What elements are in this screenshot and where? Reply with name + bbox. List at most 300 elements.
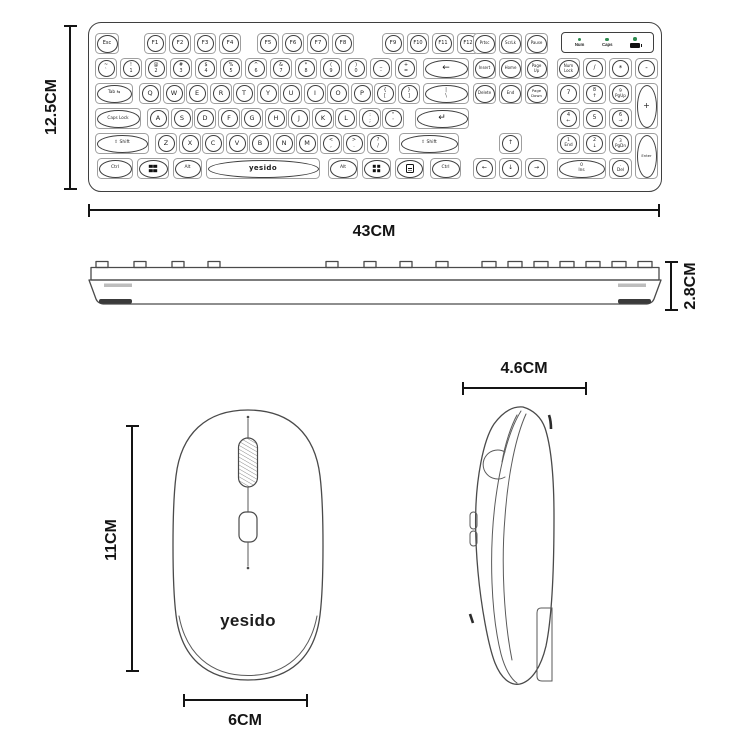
key-period (343, 133, 365, 154)
key-label: \ (445, 93, 447, 99)
key-a (147, 108, 169, 129)
key-scrlk (499, 33, 522, 54)
key-label: G (249, 113, 255, 122)
keyboard-width-dimension-line (88, 209, 660, 211)
keycap-o (330, 85, 347, 102)
keycap-i (307, 85, 324, 102)
key-label: ~ (103, 63, 109, 69)
key-label: Up (533, 67, 540, 73)
key-prtsc (473, 33, 496, 54)
key-label: Alt (184, 165, 191, 171)
key-label: Page (531, 63, 542, 69)
key-e (186, 83, 208, 104)
key-m (296, 133, 318, 154)
key-num-3 (170, 58, 192, 79)
keycap-num-9 (323, 60, 340, 77)
key-label: Y (266, 88, 270, 97)
key-label: F1 (151, 39, 159, 46)
key-label: F (227, 113, 231, 122)
battery-icon (630, 43, 640, 48)
key-label: . (353, 143, 355, 149)
key-label: @ (153, 63, 159, 69)
key-label: L (344, 113, 348, 122)
keycap-shift-right (401, 135, 458, 153)
key-space (206, 158, 320, 179)
keycap-np-4 (560, 110, 577, 127)
mouse-length-dimension-line (131, 425, 133, 672)
key-label: U (288, 88, 294, 97)
key-label: F4 (226, 39, 234, 46)
key-s (171, 108, 193, 129)
key-label: / (593, 64, 596, 72)
keycap-semicolon (362, 110, 379, 127)
key-f (218, 108, 240, 129)
key-g (241, 108, 263, 129)
key-label: P (360, 88, 364, 97)
keycap-z (158, 135, 175, 152)
key-o (327, 83, 349, 104)
keyboard-side-base (89, 280, 661, 304)
key-label: R (218, 88, 224, 97)
key-label: F3 (201, 39, 209, 46)
key-esc (95, 33, 119, 54)
keycap-space (208, 160, 319, 178)
keyboard-foot-right-top (618, 284, 646, 288)
key-label: - (380, 68, 382, 74)
keycap-np-divide (586, 60, 603, 77)
keycap-rbracket (401, 85, 418, 102)
key-label: PgUp (615, 92, 626, 98)
key-capslock (95, 108, 141, 129)
key-lbracket (374, 83, 396, 104)
caps-lock-indicator (602, 38, 613, 48)
key-label: > (351, 138, 357, 144)
key-num-9 (320, 58, 342, 79)
keycap-end (501, 85, 521, 103)
keycap-num-0 (348, 60, 365, 77)
key-label: F6 (289, 39, 297, 46)
key-label: D (202, 113, 208, 122)
key-label: Q (147, 88, 153, 97)
keycap-v (229, 135, 246, 152)
key-label: F10 (413, 39, 423, 46)
key-h (265, 108, 287, 129)
key-label: H (273, 113, 279, 122)
keycap-s (174, 110, 191, 127)
key-label: Tab ⇆ (107, 90, 121, 96)
key-label: Home (504, 65, 517, 71)
key-label: ↑ (507, 139, 514, 147)
keyboard-foot-left-icon (99, 299, 132, 304)
keycap-pagedown (527, 85, 547, 103)
keycap-pause (527, 35, 547, 53)
keycap-f2 (172, 35, 189, 52)
key-pause (525, 33, 548, 54)
key-label: F5 (264, 39, 272, 46)
key-label: Ctrl (110, 165, 119, 171)
key-label: Delete (477, 90, 492, 96)
key-quote (382, 108, 404, 129)
keycap-equals (398, 60, 415, 77)
keycap-np-2 (586, 135, 603, 152)
key-label: ↵ (438, 112, 446, 123)
key-v (226, 133, 248, 154)
keycap-num-5 (223, 60, 240, 77)
key-label: , (330, 143, 332, 149)
keycap-capslock (97, 110, 140, 128)
key-label: F8 (339, 39, 347, 46)
key-label: PgDn (614, 142, 627, 148)
key-label: ` (104, 68, 108, 74)
key-label: ↓ (592, 143, 597, 149)
mouse-side-seam-2 (503, 414, 526, 660)
key-label: ↓ (507, 164, 514, 172)
indicator-panel (561, 32, 654, 53)
keycap-e (189, 85, 206, 102)
keyboard-height-dimension-line (69, 25, 71, 190)
key-label: { (383, 88, 387, 94)
key-equals (395, 58, 417, 79)
menu-icon (406, 164, 414, 173)
key-label: M (304, 138, 310, 147)
windows-logo-icon (373, 165, 376, 168)
key-label: " (391, 113, 395, 119)
key-f1 (144, 33, 166, 54)
keycap-comma (323, 135, 340, 152)
key-np-9 (609, 83, 632, 104)
keycap-esc (97, 35, 118, 53)
keycap-x (182, 135, 199, 152)
key-label: T (242, 88, 246, 97)
keycap-f1 (147, 35, 164, 52)
key-home (499, 58, 522, 79)
keycap-f6 (285, 35, 302, 52)
key-label: I (314, 88, 316, 97)
key-p (351, 83, 373, 104)
keycap-u (283, 85, 300, 102)
key-label: ⇧ Shift (114, 140, 130, 146)
keycap-arrow-down (502, 160, 519, 177)
key-f6 (282, 33, 304, 54)
key-label: → (533, 164, 540, 172)
key-label: 1 (129, 68, 133, 74)
keycap-quote (385, 110, 402, 127)
key-label: * (618, 63, 623, 72)
key-win-right (362, 158, 391, 179)
key-f11 (432, 33, 454, 54)
key-label: + (643, 100, 650, 110)
key-num-1 (120, 58, 142, 79)
key-np-enter (635, 133, 658, 179)
key-minus (370, 58, 392, 79)
key-c (202, 133, 224, 154)
mouse-brand-logo: yesido (220, 611, 276, 630)
mouse-seam-dot-bottom (247, 567, 250, 570)
keycap-pageup (527, 60, 547, 78)
key-win-left (137, 158, 169, 179)
keycap-f11 (435, 35, 452, 52)
mouse-side-view (460, 402, 560, 688)
key-j (288, 108, 310, 129)
keycap-f5 (260, 35, 277, 52)
key-label: Lock (563, 67, 574, 73)
key-np-0 (557, 158, 606, 179)
keycap-g (244, 110, 261, 127)
keycap-period (346, 135, 363, 152)
keycap-f7 (310, 35, 327, 52)
key-label: Prtsc (479, 40, 490, 46)
keycap-f9 (385, 35, 402, 52)
keycap-numlock (559, 60, 579, 78)
keycap-tab (97, 85, 132, 103)
key-label: 0 (354, 68, 358, 74)
keycap-num-6 (248, 60, 265, 77)
key-label: Down (531, 92, 542, 98)
keycap-n (276, 135, 293, 152)
key-label: C (210, 138, 216, 147)
key-label: ! (130, 63, 132, 69)
caps-led-icon (605, 38, 609, 42)
key-w (163, 83, 185, 104)
keyboard-foot-right-icon (618, 299, 651, 304)
key-label: ⇧ Shift (421, 140, 437, 146)
mouse-side-width-label: 4.6CM (500, 360, 548, 377)
key-label: 4 (204, 68, 208, 74)
key-label: 1 (567, 137, 570, 143)
key-label: Page (531, 88, 542, 94)
key-label: Z (163, 138, 169, 147)
keycap-np-dot (612, 160, 629, 177)
key-comma (320, 133, 342, 154)
key-np-4 (557, 108, 580, 129)
mouse-side-edge-mark (549, 415, 551, 429)
scroll-wheel-icon (239, 438, 258, 487)
key-label: V (234, 138, 240, 147)
key-label: 8 (304, 68, 308, 74)
keycap-arrow-right (528, 160, 545, 177)
keycap-np-7 (560, 85, 577, 102)
key-label: Esc (102, 39, 112, 46)
key-label: ← (442, 62, 450, 73)
key-alt-right (328, 158, 358, 179)
keycap-prtsc (475, 35, 495, 53)
key-label: S (179, 113, 185, 122)
keycap-alt-left (175, 160, 201, 178)
key-l (335, 108, 357, 129)
mouse-length-label: 11CM (103, 519, 120, 561)
key-label: . (619, 162, 622, 168)
key-label: } (407, 88, 411, 94)
key-t (233, 83, 255, 104)
keyboard-thickness-label: 2.8CM (682, 262, 699, 310)
key-b (249, 133, 271, 154)
key-grave (95, 58, 117, 79)
key-num-8 (295, 58, 317, 79)
key-arrow-up (499, 133, 522, 154)
keyboard-side-keycaps (96, 262, 652, 268)
key-label: 4 (566, 113, 571, 119)
key-np-plus (635, 83, 658, 129)
key-label: 3 (619, 137, 622, 143)
key-arrow-left (473, 158, 496, 179)
keycap-t (236, 85, 253, 102)
keyboard-side-view (86, 258, 664, 313)
keycap-slash (370, 135, 387, 152)
keycap-num-3 (173, 60, 190, 77)
keycap-ctrl-right (432, 160, 460, 178)
key-ctrl-right (430, 158, 461, 179)
key-f4 (219, 33, 241, 54)
keyboard-height-label: 12.5CM (43, 78, 60, 136)
key-label: W (170, 88, 178, 97)
keycap-m (299, 135, 316, 152)
keycap-scrlk (501, 35, 521, 53)
key-f3 (194, 33, 216, 54)
key-label: Pause (530, 40, 543, 46)
caps-indicator-label: Caps (602, 42, 613, 48)
key-arrow-down (499, 158, 522, 179)
keyboard-top-view (88, 22, 662, 192)
key-label: Num (563, 63, 574, 69)
key-label: Ctrl (441, 165, 450, 171)
keyboard-foot-left-top (104, 284, 132, 288)
key-label: E (194, 88, 200, 97)
keycap-lbracket (377, 85, 394, 102)
key-label: → (618, 118, 623, 124)
key-label: F12 (463, 39, 473, 46)
keycap-c (205, 135, 222, 152)
num-lock-indicator (575, 38, 585, 48)
key-label: F2 (176, 39, 184, 46)
key-insert (473, 58, 496, 79)
key-num-2 (145, 58, 167, 79)
key-u (280, 83, 302, 104)
mouse-side-seam-1 (492, 411, 521, 683)
key-label: Caps Lock (107, 115, 129, 121)
key-label: 2 (154, 68, 158, 74)
key-label: + (403, 63, 409, 69)
keycap-np-enter (637, 135, 657, 178)
key-label: 7 (279, 68, 283, 74)
keycap-shift-left (97, 135, 148, 153)
key-label: F7 (314, 39, 322, 46)
key-label: ; (369, 118, 371, 124)
key-label: ) (355, 63, 357, 69)
keycap-f4 (222, 35, 239, 52)
key-label: 5 (592, 114, 597, 122)
keycap-b (252, 135, 269, 152)
keycap-grave (98, 60, 115, 77)
key-label: ] (408, 93, 410, 99)
keycap-np-0 (559, 160, 605, 178)
key-num-7 (270, 58, 292, 79)
keycap-np-plus (637, 85, 657, 128)
key-label: | (445, 88, 447, 94)
keycap-insert (475, 60, 495, 78)
keycap-np-multiply (612, 60, 629, 77)
key-enter (415, 108, 469, 129)
keycap-l (338, 110, 355, 127)
key-label: 9 (329, 68, 333, 74)
windows-logo-icon (149, 165, 152, 168)
keycap-num-4 (198, 60, 215, 77)
key-label: : (369, 113, 371, 119)
key-label: ( (330, 63, 332, 69)
key-rbracket (398, 83, 420, 104)
key-label: 0 (580, 162, 583, 168)
keycap-np-minus (638, 60, 655, 77)
key-label: ↑ (592, 93, 597, 99)
key-np-7 (557, 83, 580, 104)
key-label: yesido (248, 163, 278, 172)
key-label: Insert (478, 65, 491, 71)
keycap-d (197, 110, 214, 127)
num-indicator-label: Num (574, 42, 585, 48)
key-f10 (407, 33, 429, 54)
key-label: / (377, 143, 379, 149)
key-np-1 (557, 133, 580, 154)
keycap-np-5 (586, 110, 603, 127)
key-alt-left (173, 158, 202, 179)
key-num-0 (345, 58, 367, 79)
key-label: X (187, 138, 193, 147)
key-f8 (332, 33, 354, 54)
keycap-j (291, 110, 308, 127)
key-ctrl-left (97, 158, 133, 179)
key-semicolon (359, 108, 381, 129)
key-label: < (328, 138, 334, 144)
key-menu (395, 158, 424, 179)
keycap-h (268, 110, 285, 127)
keycap-num-7 (273, 60, 290, 77)
keycap-backspace (425, 60, 468, 78)
keycap-np-6 (612, 110, 629, 127)
keycap-win-right (364, 160, 390, 178)
key-backspace (423, 58, 469, 79)
key-label: ← (481, 164, 488, 172)
keycap-np-3 (612, 135, 629, 152)
keycap-arrow-left (476, 160, 493, 177)
mouse-seam-dot-top (247, 416, 250, 419)
key-label: A (155, 113, 161, 122)
key-label: K (320, 113, 326, 122)
key-label: J (298, 113, 300, 122)
key-label: 6 (618, 113, 623, 119)
key-np-minus (635, 58, 658, 79)
key-z (155, 133, 177, 154)
keycap-f (221, 110, 238, 127)
key-np-8 (583, 83, 606, 104)
keycap-np-1 (560, 135, 577, 152)
dpi-button (239, 512, 257, 542)
key-label: 9 (619, 87, 622, 93)
key-np-5 (583, 108, 606, 129)
keycap-p (354, 85, 371, 102)
key-label: = (403, 68, 409, 74)
key-shift-left (95, 133, 149, 154)
key-num-4 (195, 58, 217, 79)
keycap-num-2 (148, 60, 165, 77)
keycap-arrow-up (502, 135, 519, 152)
key-numlock (557, 58, 580, 79)
key-label: 6 (254, 68, 258, 74)
mouse-side-accent-mark (470, 614, 473, 623)
key-x (179, 133, 201, 154)
key-pagedown (525, 83, 548, 104)
key-label: Enter (641, 152, 652, 158)
key-label: ScrLk (505, 40, 516, 46)
key-n (273, 133, 295, 154)
